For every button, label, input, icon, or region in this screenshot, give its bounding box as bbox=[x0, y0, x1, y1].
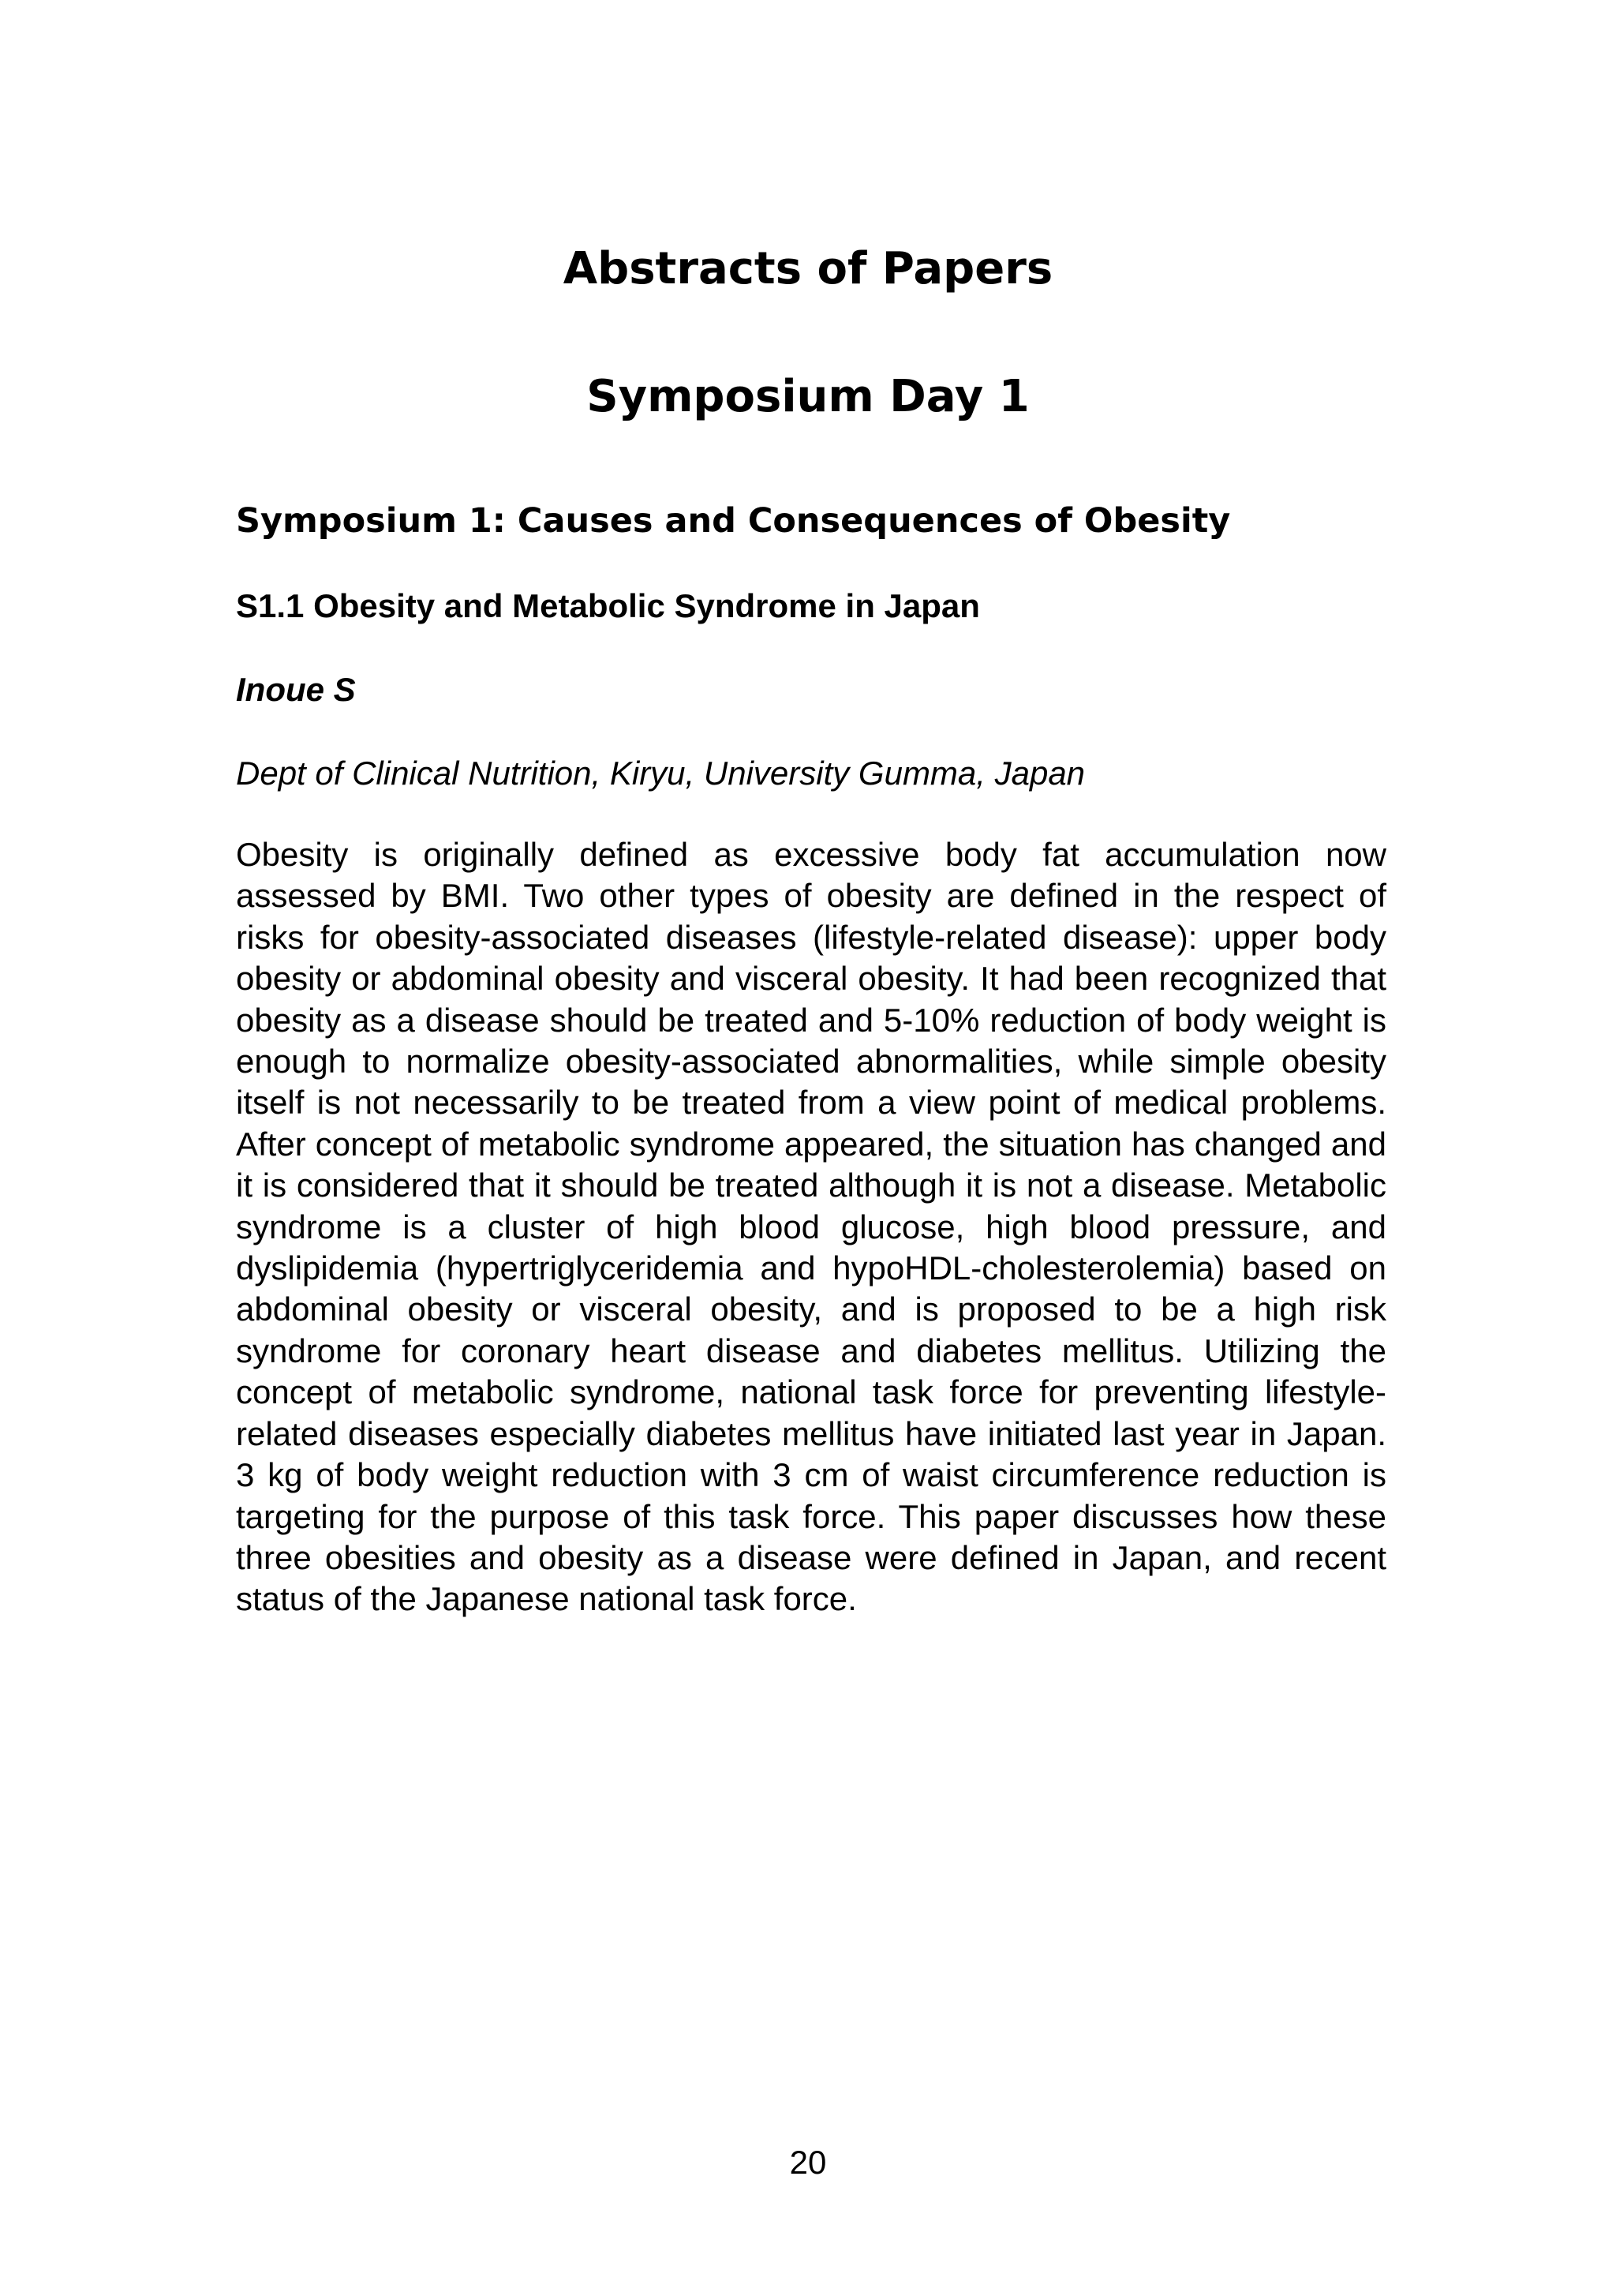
paper-title: S1.1 Obesity and Metabolic Syndrome in Japan bbox=[236, 587, 980, 624]
section-title: Symposium 1: Causes and Consequences of Obesity bbox=[236, 501, 1231, 541]
paper-author: Inoue S bbox=[236, 671, 356, 708]
main-title: Abstracts of Papers bbox=[563, 243, 1053, 294]
paper-abstract: Obesity is originally defined as excessive body fat accumulation now assessed by BMI. Two other types of obesity are defined in the respect of risks for obesity-associated diseases (lifestyle-related disease): upper body obesity or abdominal obesity and visceral obesity. It had been recognized that obesity as a disease should be treated and 5-10% reduction of body weight is enough to normalize obesity-associated abnormalities, while simple obesity itself is not necessarily to be treated from a view point of medical problems. After concept of metabolic syndrome appeared, the situation has changed and it is considered that it should be treated although it is not a disease. Metabolic syndrome is a cluster of high blood glucose, high blood pressure, and dyslipidemia (hypertriglyceridemia and hypoHDL-cholesterolemia) based on abdominal obesity or visceral obesity, and is proposed to be a high risk syndrome for coronary heart disease and diabetes mellitus. Utilizing the concept of metabolic syndrome, national task force for preventing lifestyle-related diseases especially diabetes mellitus have initiated last year in Japan. 3 kg of body weight reduction with 3 cm of waist circumference reduction is targeting for the purpose of this task force. This paper discusses how these three obesities and obesity as a disease were defined in Japan, and recent status of the Japanese national task force. bbox=[236, 836, 1386, 1618]
paper-affiliation: Dept of Clinical Nutrition, Kiryu, University Gumma, Japan bbox=[236, 755, 1086, 792]
day-title: Symposium Day 1 bbox=[586, 371, 1030, 422]
page-number: 20 bbox=[789, 2144, 827, 2181]
